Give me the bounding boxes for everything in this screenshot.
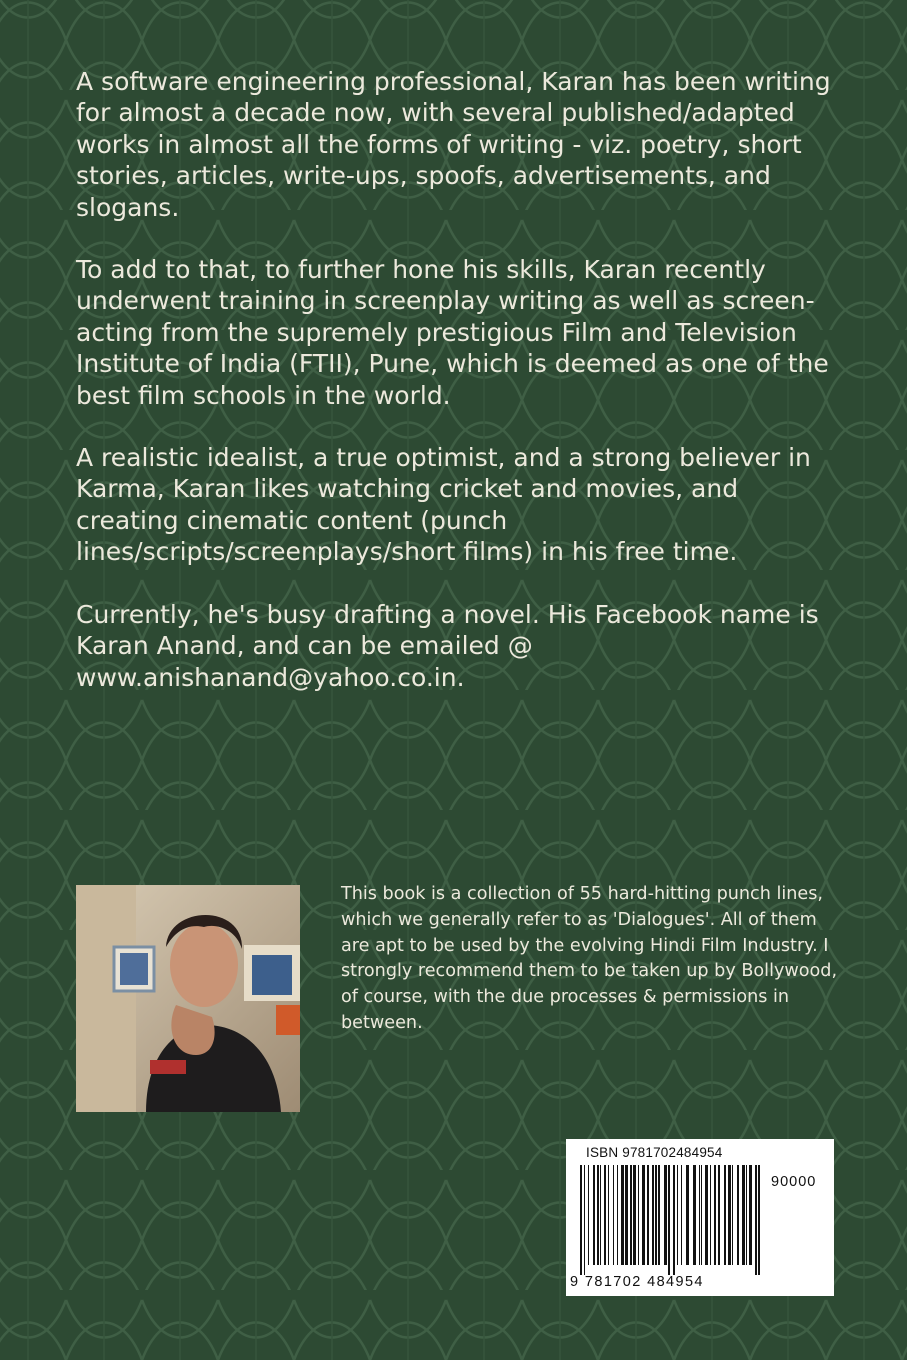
book-blurb: This book is a collection of 55 hard-hitting punch lines, which we generally refer to as 'Dialogues'. All of them are apt to be used by the evolving Hindi Film Industry. I strongly recommend them to be taken up by Bollywood, of course, with the due processes & permissions in between. bbox=[341, 884, 838, 1033]
barcode-box bbox=[566, 1139, 834, 1296]
isbn-label: ISBN 9781702484954 bbox=[586, 1145, 723, 1160]
bio-paragraph-4: Currently, he's busy drafting a novel. His Facebook name is Karan Anand, and can be emailed @ www.anishanand@yahoo.co.in. bbox=[76, 599, 819, 692]
author-bio bbox=[76, 66, 836, 724]
author-photo bbox=[76, 885, 300, 1112]
bio-paragraph-2: To add to that, to further hone his skills, Karan recently underwent training in screenplay writing as well as screen-acting from the supremely prestigious Film and Television Institute of India (FTII), Pune, which is deemed as one of the best film schools in the world. bbox=[76, 255, 829, 410]
price-code: 90000 bbox=[771, 1174, 817, 1190]
bio-paragraph-1: A software engineering professional, Karan has been writing for almost a decade now, with several published/adapted works in almost all the forms of writing - viz. poetry, short stories, articles, write-ups, spoofs, advertisements, and slogans. bbox=[76, 67, 831, 222]
bio-paragraph-3: A realistic idealist, a true optimist, and a strong believer in Karma, Karan likes watching cricket and movies, and creating cinematic content (punch lines/scripts/screenplays/short films) in his free time. bbox=[76, 443, 811, 567]
isbn-digits: 9 781702 484954 bbox=[570, 1274, 704, 1290]
barcode-bars bbox=[580, 1165, 770, 1275]
